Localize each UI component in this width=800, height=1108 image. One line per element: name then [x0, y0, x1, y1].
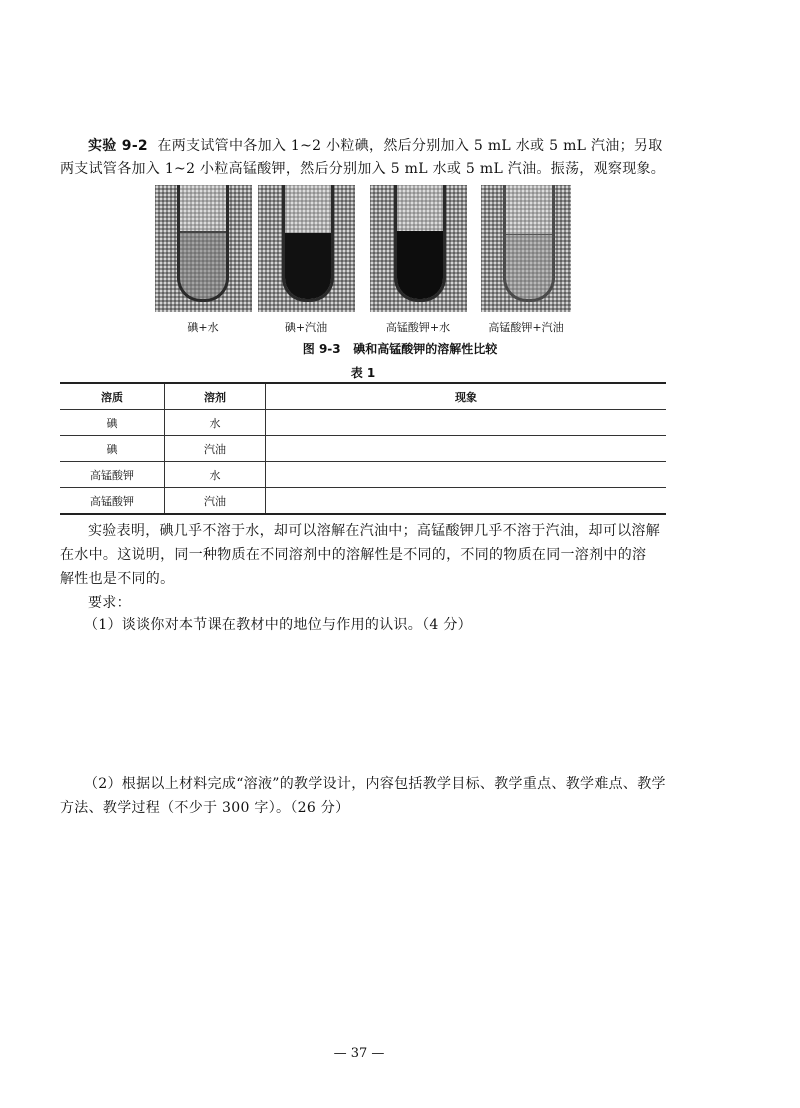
conclusion-line-2: 在水中。这说明，同一种物质在不同溶剂中的溶解性是不同的，不同的物质在同一溶剂中的溶	[60, 547, 647, 563]
page-number: — 37 —	[333, 1046, 385, 1061]
question-1: （1）谈谈你对本节课在教材中的地位与作用的认识。（4 分）	[84, 617, 472, 633]
requirements-heading: 要求：	[88, 595, 131, 611]
header-solute: 溶质	[60, 383, 165, 410]
experiment-text-2: 两支试管各加入 1~2 小粒高锰酸钾，然后分别加入 5 mL 水或 5 mL 汽油。振荡，观察现象。	[60, 161, 666, 177]
cell-solute: 碘	[60, 436, 165, 462]
cell-solvent: 汽油	[165, 436, 266, 462]
table-row	[60, 462, 666, 488]
cell-solute: 碘	[60, 410, 165, 436]
cell-solvent: 水	[165, 410, 266, 436]
photo-kmno4-water	[370, 185, 467, 312]
photo-kmno4-gasoline	[481, 185, 571, 312]
photo-iodine-water	[155, 185, 252, 312]
table-row	[60, 488, 666, 515]
cell-phenomenon	[266, 410, 667, 436]
question-2-line-2: 方法、教学过程（不少于 300 字）。（26 分）	[60, 800, 350, 816]
conclusion-line-1: 实验表明，碘几乎不溶于水，却可以溶解在汽油中；高锰酸钾几乎不溶于汽油，却可以溶解	[88, 523, 660, 539]
solubility-table	[60, 382, 666, 515]
table-title: 表 1	[350, 366, 376, 380]
table-row	[60, 410, 666, 436]
photo-label-4: 高锰酸钾+汽油	[488, 321, 564, 334]
cell-phenomenon	[266, 488, 667, 515]
experiment-text-1: 在两支试管中各加入 1~2 小粒碘，然后分别加入 5 mL 水或 5 mL 汽油；另取	[157, 138, 663, 154]
experiment-line-1	[88, 135, 663, 157]
photo-label-3: 高锰酸钾+水	[385, 321, 451, 334]
cell-solute: 高锰酸钾	[60, 488, 165, 515]
cell-solvent: 汽油	[165, 488, 266, 515]
figure-caption	[0, 340, 800, 357]
cell-solvent: 水	[165, 462, 266, 488]
figure-number: 图 9-3	[302, 342, 341, 356]
question-2-line-1: （2）根据以上材料完成“溶液”的教学设计，内容包括教学目标、教学重点、教学难点、教学	[84, 776, 666, 792]
header-solvent: 溶剂	[165, 383, 266, 410]
photo-label-1: 碘+水	[187, 321, 219, 334]
table-row	[60, 436, 666, 462]
table-header-row	[60, 383, 666, 410]
figure-title: 碘和高锰酸钾的溶解性比较	[353, 342, 498, 356]
photo-iodine-gasoline	[258, 185, 355, 312]
cell-phenomenon	[266, 462, 667, 488]
header-phenomenon: 现象	[266, 383, 667, 410]
cell-solute: 高锰酸钾	[60, 462, 165, 488]
cell-phenomenon	[266, 436, 667, 462]
experiment-label: 实验 9-2	[88, 138, 148, 154]
photo-label-2: 碘+汽油	[284, 321, 328, 334]
conclusion-line-3: 解性也是不同的。	[60, 571, 175, 587]
